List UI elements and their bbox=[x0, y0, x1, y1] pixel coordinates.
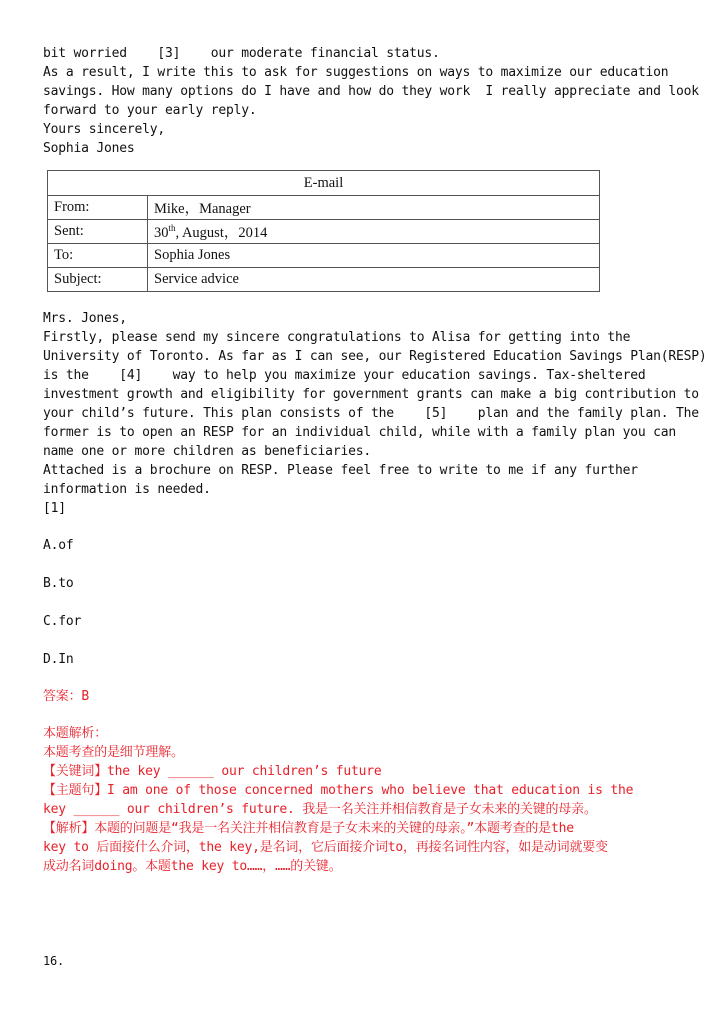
analysis-topic-sentence: 【主题句】I am one of those concerned mothers who believe that education is the bbox=[43, 783, 634, 798]
reply-line: Attached is a brochure on RESP. Please feel free to write to me if any further bbox=[43, 463, 638, 478]
analysis-line: key ______ our children’s future. 我是一名关注并相信教育是子女未来的关键的母亲。 bbox=[43, 802, 597, 817]
email-sent-day: 30 bbox=[154, 225, 169, 241]
option-a: A.of bbox=[43, 538, 74, 553]
email-subject-value: Service advice bbox=[148, 268, 600, 292]
email-sent-rest: , August，2014 bbox=[175, 225, 268, 241]
reply-line: name one or more children as beneficiaries. bbox=[43, 444, 371, 459]
email-sent-value bbox=[148, 220, 600, 244]
analysis-title: 本题解析： bbox=[43, 726, 108, 741]
letter-line: savings. How many options do I have and how do they work I really appreciate and look bbox=[43, 84, 699, 99]
question-number: [1] bbox=[43, 501, 66, 516]
reply-line: University of Toronto. As far as I can see, our Registered Education Savings Plan(RESP) bbox=[43, 349, 707, 364]
page-number: 16. bbox=[43, 954, 65, 968]
table-row bbox=[48, 244, 600, 268]
letter-line: As a result, I write this to ask for suggestions on ways to maximize our education bbox=[43, 65, 669, 80]
reply-line: former is to open an RESP for an individual child, while with a family plan you can bbox=[43, 425, 677, 440]
email-sent-label: Sent: bbox=[48, 220, 148, 244]
reply-line: Firstly, please send my sincere congratulations to Alisa for getting into the bbox=[43, 330, 631, 345]
analysis-explanation: 【解析】本题的问题是“我是一名关注并相信教育是子女未来的关键的母亲。”本题考查的是the bbox=[43, 821, 574, 836]
email-subject-label: Subject: bbox=[48, 268, 148, 292]
email-from-label: From: bbox=[48, 196, 148, 220]
table-row bbox=[48, 196, 600, 220]
analysis-line: 成动名词doing。本题the key to……，……的关键。 bbox=[43, 859, 342, 874]
reply-salutation: Mrs. Jones, bbox=[43, 311, 127, 326]
letter-line: forward to your early reply. bbox=[43, 103, 257, 118]
email-table-title: E-mail bbox=[48, 171, 600, 196]
table-row bbox=[48, 268, 600, 292]
letter-line: bit worried [3] our moderate financial status. bbox=[43, 46, 440, 61]
email-from-value: Mike，Manager bbox=[148, 196, 600, 220]
option-b: B.to bbox=[43, 576, 74, 591]
answer-label: 答案：B bbox=[43, 689, 90, 704]
reply-line: your child’s future. This plan consists of the [5] plan and the family plan. The bbox=[43, 406, 699, 421]
reply-line: is the [4] way to help you maximize your education savings. Tax-sheltered bbox=[43, 368, 646, 383]
table-row bbox=[48, 220, 600, 244]
analysis-keyword: 【关键词】the key ______ our children’s future bbox=[43, 764, 382, 779]
analysis-line: key to 后面接什么介词，the key,是名词，它后面接介词to，再接名词性内容，如是动词就要变 bbox=[43, 840, 608, 855]
option-c: C.for bbox=[43, 614, 82, 629]
email-to-label: To: bbox=[48, 244, 148, 268]
letter-closing: Yours sincerely, bbox=[43, 122, 166, 137]
option-d: D.In bbox=[43, 652, 74, 667]
email-sent-ordinal: th bbox=[168, 223, 176, 234]
analysis-line: 本题考查的是细节理解。 bbox=[43, 745, 184, 760]
reply-line: investment growth and eligibility for government grants can make a big contribution to bbox=[43, 387, 699, 402]
email-header-table bbox=[47, 170, 600, 292]
letter-signature: Sophia Jones bbox=[43, 141, 135, 156]
email-to-value: Sophia Jones bbox=[148, 244, 600, 268]
reply-line: information is needed. bbox=[43, 482, 211, 497]
